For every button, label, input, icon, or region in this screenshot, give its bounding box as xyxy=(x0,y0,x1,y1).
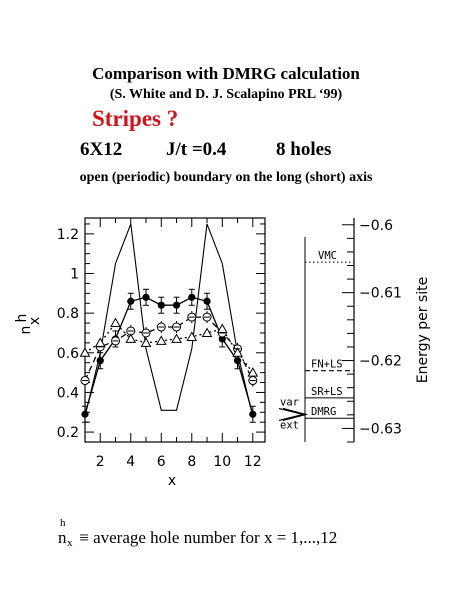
y-tick-label: 1.2 xyxy=(56,226,79,243)
y-tick-label: 1 xyxy=(70,266,79,283)
data-point-triangle xyxy=(111,319,120,327)
boundary-note: open (periodic) boundary on the long (short) axis xyxy=(79,170,373,185)
energy-level-label: SR+LS xyxy=(311,385,343,398)
energy-level-label: DMRG xyxy=(311,406,337,419)
energy-tick-label: −0.63 xyxy=(359,421,402,438)
energy-tick-label: −0.6 xyxy=(359,217,393,234)
data-point-triangle xyxy=(172,334,181,342)
definition-footer xyxy=(58,517,338,549)
footer-symbol xyxy=(58,517,73,549)
footer-symbol-sub: x xyxy=(67,537,73,549)
energy-level-label: FN+LS xyxy=(311,358,343,371)
x-tick-label: 8 xyxy=(187,454,197,470)
footer-symbol-sup: h xyxy=(60,517,66,529)
series-line xyxy=(85,317,253,380)
y-axis-label-base: n xyxy=(18,325,34,335)
data-point-filled-circle xyxy=(97,357,104,364)
data-point-triangle xyxy=(218,325,227,333)
x-tick-label: 10 xyxy=(213,454,232,470)
data-point-filled-circle xyxy=(81,411,88,418)
y-tick-label: 0.4 xyxy=(56,385,79,402)
param-holes: 8 holes xyxy=(276,139,332,160)
footer-text: ≡ average hole number for x = 1,...,12 xyxy=(79,528,338,547)
data-point-triangle xyxy=(142,338,151,346)
arrow-label-var: var xyxy=(280,396,299,409)
y-tick-label: 0.6 xyxy=(56,345,79,362)
series-line xyxy=(85,323,253,373)
energy-level-label: VMC xyxy=(318,250,337,263)
x-axis-label: x xyxy=(167,473,177,489)
arrow-label-ext: ext xyxy=(280,419,299,432)
y-axis-label xyxy=(14,314,43,335)
page-title: Comparison with DMRG calculation xyxy=(92,64,360,83)
data-point-filled-circle xyxy=(203,298,210,305)
x-tick-label: 6 xyxy=(156,454,166,470)
data-point-triangle xyxy=(248,368,257,376)
data-point-filled-circle xyxy=(173,302,180,309)
y-axis-label-sup: h xyxy=(14,313,30,323)
stripes-highlight: Stripes ? xyxy=(92,106,179,131)
x-tick-label: 12 xyxy=(243,454,262,470)
param-lattice-size: 6X12 xyxy=(80,139,123,160)
y-tick-label: 0.8 xyxy=(56,306,79,323)
energy-tick-label: −0.62 xyxy=(359,353,402,370)
data-point-filled-circle xyxy=(234,357,241,364)
y-tick-label: 0.2 xyxy=(56,425,79,442)
data-point-filled-circle xyxy=(142,294,149,301)
energy-tick-label: −0.61 xyxy=(359,285,402,302)
param-coupling: J/t =0.4 xyxy=(166,139,227,160)
data-point-filled-circle xyxy=(158,302,165,309)
data-point-filled-circle xyxy=(249,411,256,418)
x-tick-label: 4 xyxy=(126,454,136,470)
data-point-filled-circle xyxy=(188,294,195,301)
series-line xyxy=(85,297,253,414)
x-tick-label: 2 xyxy=(95,454,105,470)
footer-symbol-base: n xyxy=(58,528,67,547)
data-point-filled-circle xyxy=(127,298,134,305)
y-axis-label-sub: x xyxy=(27,316,43,326)
citation-subtitle: (S. White and D. J. Scalapino PRL ‘99) xyxy=(109,87,343,102)
energy-level-chart xyxy=(279,218,431,442)
series-line xyxy=(85,224,253,416)
energy-axis-label: Energy per site xyxy=(415,276,431,384)
hole-density-chart xyxy=(14,218,265,489)
data-point-triangle xyxy=(157,336,166,344)
data-point-triangle xyxy=(96,338,105,346)
